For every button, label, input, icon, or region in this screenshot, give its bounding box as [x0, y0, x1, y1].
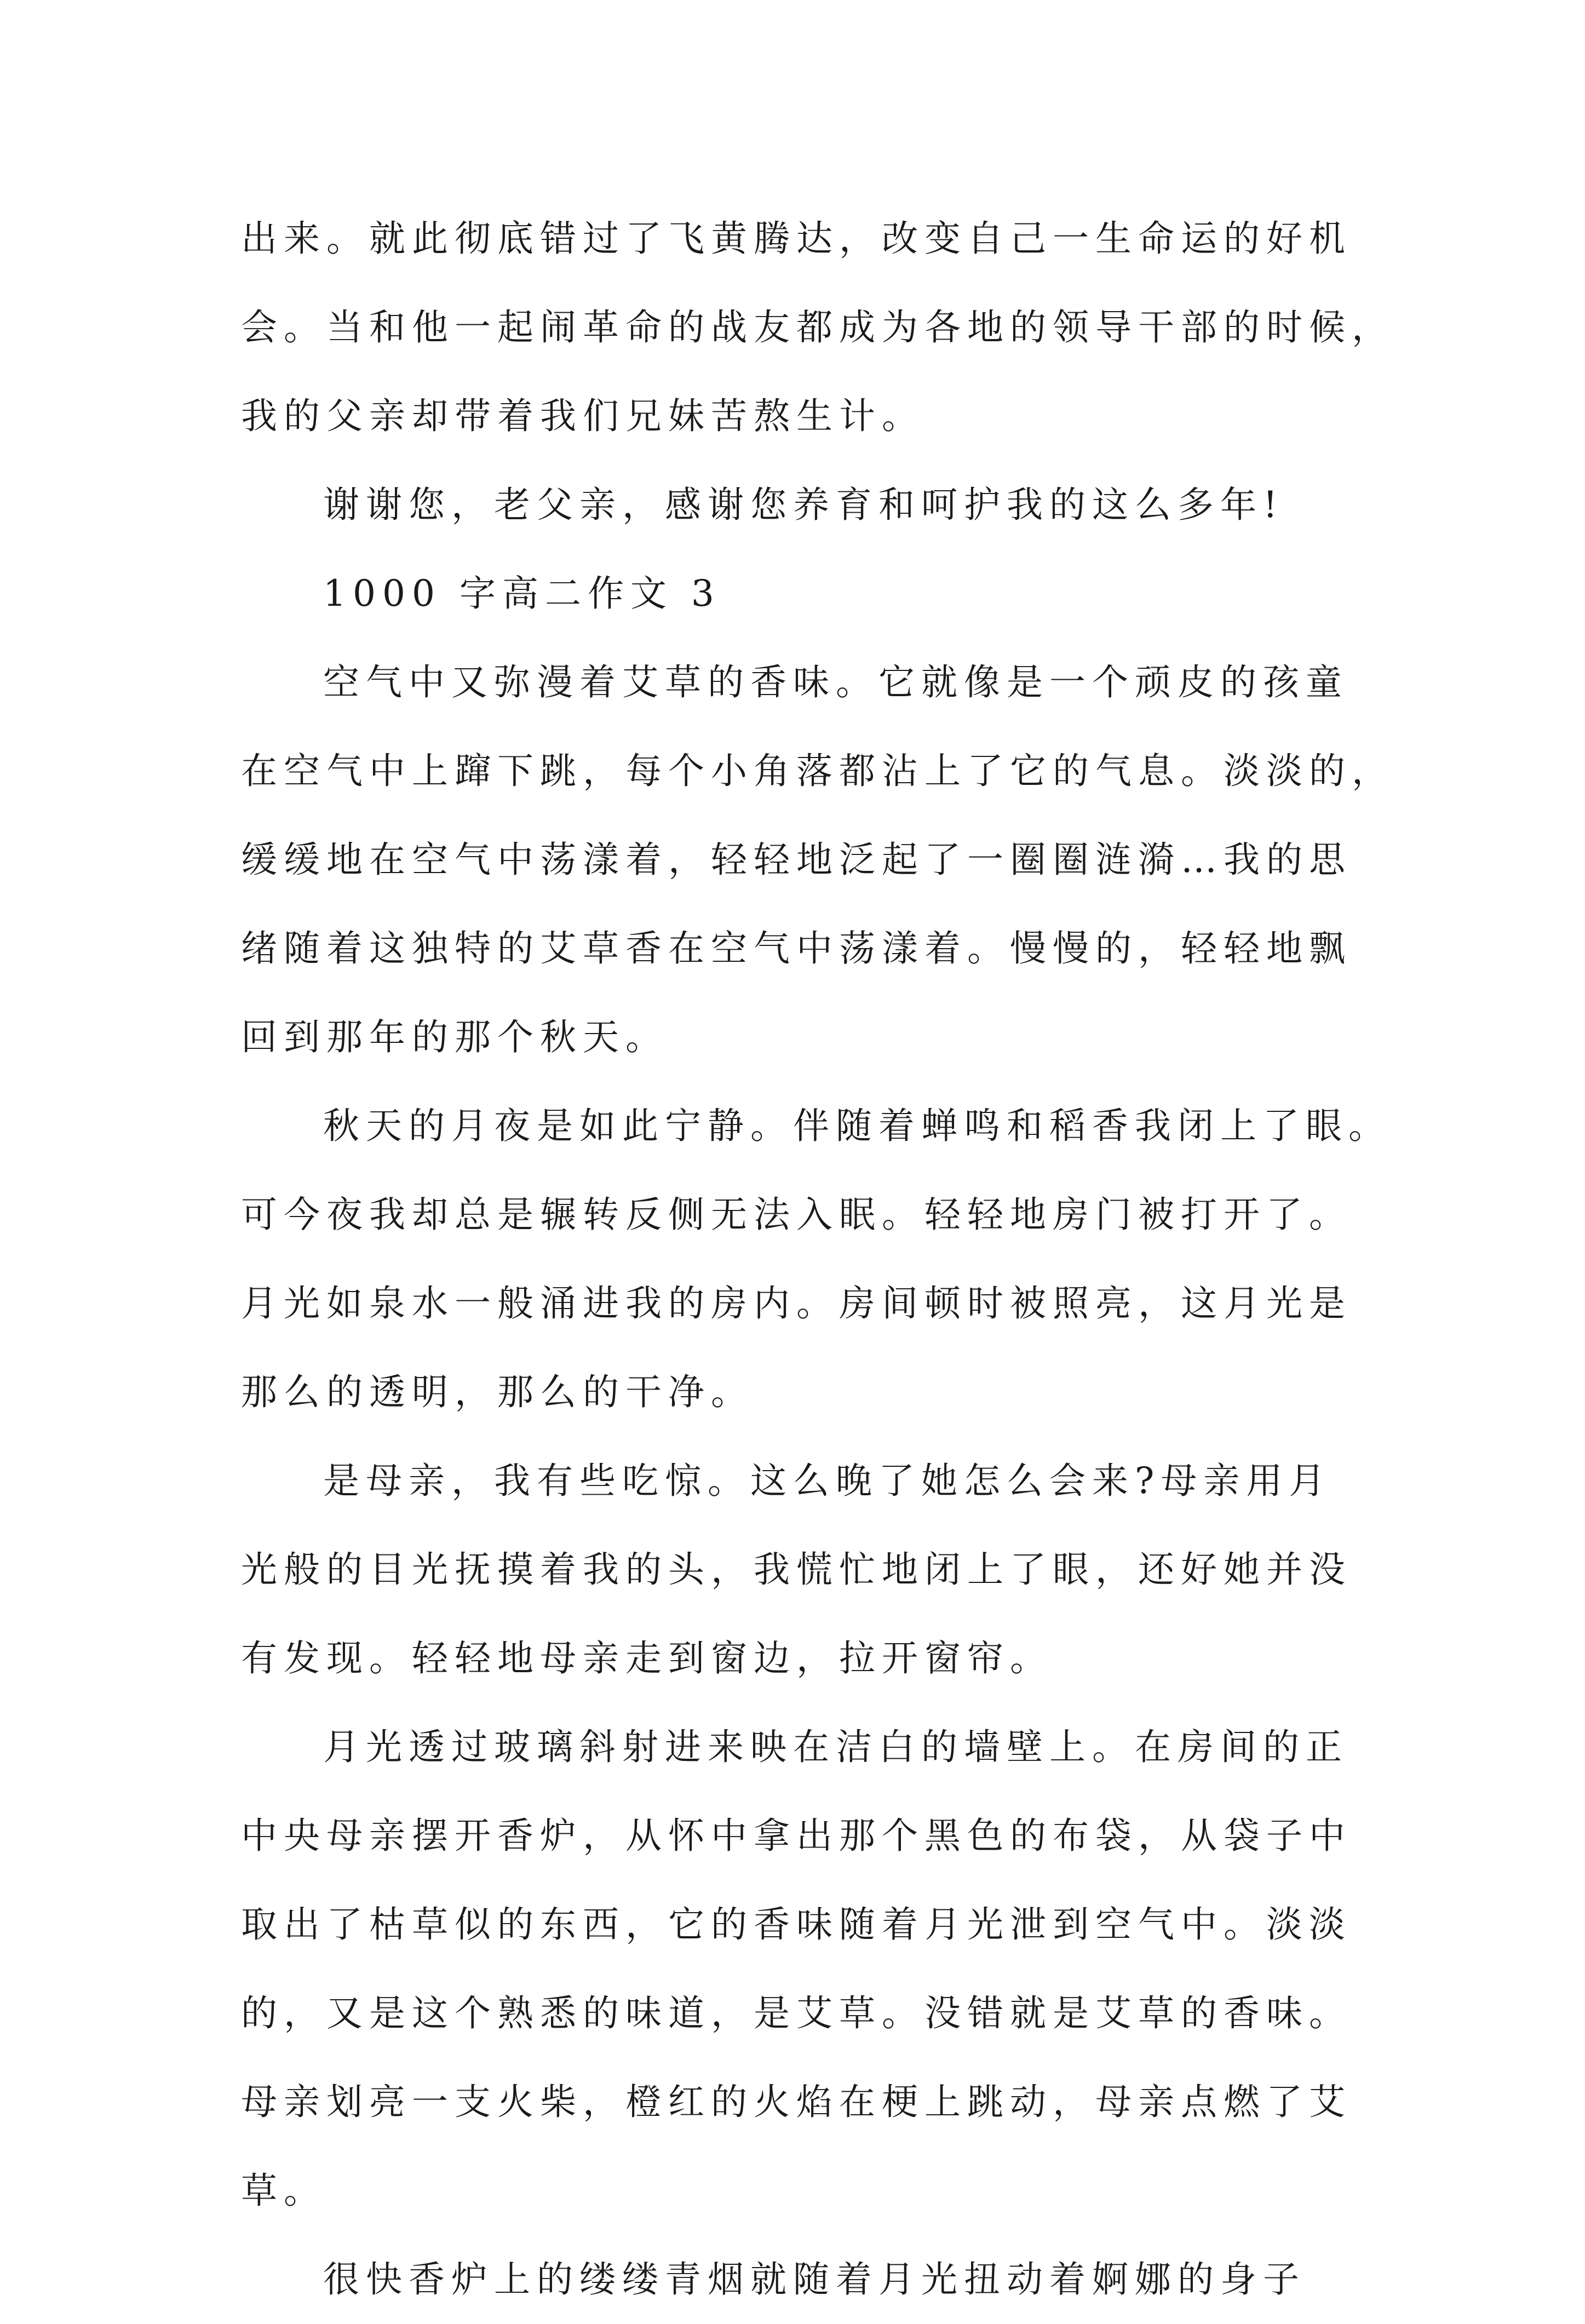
text-line: 的，又是这个熟悉的味道，是艾草。没错就是艾草的香味。 [241, 1992, 1352, 2034]
text-line: 有发现。轻轻地母亲走到窗边，拉开窗帘。 [241, 1637, 1053, 1679]
text-line: 月光透过玻璃斜射进来映在洁白的墙壁上。在房间的正 [323, 1726, 1348, 1768]
text-line: 可今夜我却总是辗转反侧无法入眠。轻轻地房门被打开了。 [241, 1193, 1352, 1236]
document-body [241, 194, 1408, 2324]
text-line: 很快香炉上的缕缕青烟就随着月光扭动着婀娜的身子 [323, 2258, 1306, 2300]
text-line: 谢谢您，老父亲，感谢您养育和呵护我的这么多年! [323, 484, 1284, 526]
text-line: 是母亲，我有些吃惊。这么晚了她怎么会来?母亲用月 [323, 1460, 1332, 1502]
text-line: 光般的目光抚摸着我的头，我慌忙地闭上了眼，还好她并没 [241, 1548, 1352, 1591]
text-line: 母亲划亮一支火柴，橙红的火焰在梗上跳动，母亲点燃了艾 [241, 2081, 1352, 2123]
text-line: 绪随着这独特的艾草香在空气中荡漾着。慢慢的，轻轻地飘 [241, 927, 1352, 969]
text-line: 回到那年的那个秋天。 [241, 1016, 668, 1058]
text-line: 会。当和他一起闹革命的战友都成为各地的领导干部的时候， [241, 306, 1394, 348]
text-line: 空气中又弥漫着艾草的香味。它就像是一个顽皮的孩童 [323, 661, 1348, 703]
section-heading: 1000 字高二作文 3 [323, 572, 721, 615]
text-line: 那么的透明，那么的干净。 [241, 1371, 754, 1413]
text-line: 中央母亲摆开香炉，从怀中拿出那个黑色的布袋，从袋子中 [241, 1815, 1352, 1857]
text-line: 我的父亲却带着我们兄妹苦熬生计。 [241, 395, 924, 437]
text-line: 缓缓地在空气中荡漾着，轻轻地泛起了一圈圈涟漪…我的思 [241, 839, 1352, 881]
text-line: 取出了枯草似的东西，它的香味随着月光泄到空气中。淡淡 [241, 1903, 1352, 1946]
text-line: 秋天的月夜是如此宁静。伴随着蝉鸣和稻香我闭上了眼。 [323, 1105, 1391, 1147]
text-line: 草。 [241, 2170, 326, 2212]
text-line: 在空气中上蹿下跳，每个小角落都沾上了它的气息。淡淡的， [241, 750, 1394, 792]
text-line: 出来。就此彻底错过了飞黄腾达，改变自己一生命运的好机 [241, 217, 1352, 260]
text-line: 月光如泉水一般涌进我的房内。房间顿时被照亮，这月光是 [241, 1282, 1352, 1324]
